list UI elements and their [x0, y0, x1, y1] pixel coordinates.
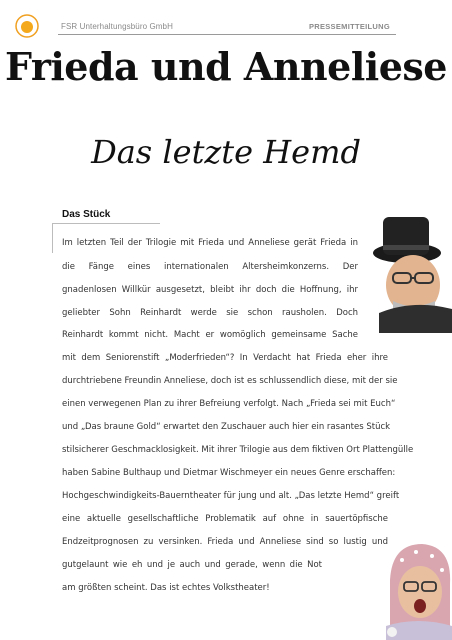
header-company-name: FSR Unterhaltungsbüro GmbH	[61, 22, 173, 31]
body-line: Endzeitprognosen zu versinken. Frieda und Anneliese sind so lustig und	[62, 537, 388, 547]
body-line: am größten scheint. Das ist echtes Volkstheater!	[62, 583, 270, 593]
body-line: durchtriebene Freundin Anneliese, doch ist es schlussendlich diese, mit der sie	[62, 376, 398, 386]
page-title: Frieda und Anneliese	[5, 44, 447, 89]
section-rule-vertical	[52, 223, 53, 253]
body-line: eine aktuelle gesellschaftliche Problematik auf ohne in sauertöpfische	[62, 514, 388, 524]
character-photo-man-top-hat	[363, 213, 452, 333]
body-line: gutgelaunt wie eh und je auch und gerade, wenn die Not	[62, 560, 322, 570]
body-line: Im letzten Teil der Trilogie mit Frieda und Anneliese gerät Frieda in	[62, 238, 358, 248]
body-line: einen verwegenen Plan zu ihrer Befreiung verfolgt. Nach „Frieda sei mit Euch“	[62, 399, 396, 409]
body-line: gnadenlosen Willkür ausgesetzt, bleibt ihr doch die Hoffnung, ihr	[62, 285, 358, 295]
body-line: die Fänge eines internationalen Altersheimkonzerns. Der	[62, 262, 358, 272]
page-subtitle: Das letzte Hemd	[91, 133, 361, 171]
body-line: Reinhardt kommt nicht. Macht er womöglich gemeinsame Sache	[62, 330, 358, 340]
body-line: geliebter Sohn Reinhardt werde sie schon rausholen. Doch	[62, 308, 358, 318]
body-line: haben Sabine Bulthaup und Dietmar Wischmeyer ein neues Genre erschaffen:	[62, 468, 396, 478]
body-line: Hochgeschwindigkeits-Bauerntheater für jung und alt. „Das letzte Hemd“ greift	[62, 491, 400, 501]
header-divider	[58, 34, 396, 35]
section-rule-horizontal	[52, 223, 160, 224]
section-heading: Das Stück	[62, 209, 111, 220]
header-label: PRESSEMITTEILUNG	[308, 22, 390, 31]
company-logo-icon	[15, 14, 39, 38]
body-line: und „Das braune Gold“ erwartet den Zuschauer auch hier ein rasantes Stück	[62, 422, 391, 432]
body-line: mit dem Seniorenstift „Moderfrieden“? In Verdacht hat Frieda eher ihre	[62, 353, 388, 363]
body-line: stilsicherer Geschmacklosigkeit. Mit ihrer Trilogie aus dem fiktiven Ort Plattengülle	[62, 445, 414, 455]
character-photo-woman-headscarf	[382, 540, 452, 640]
